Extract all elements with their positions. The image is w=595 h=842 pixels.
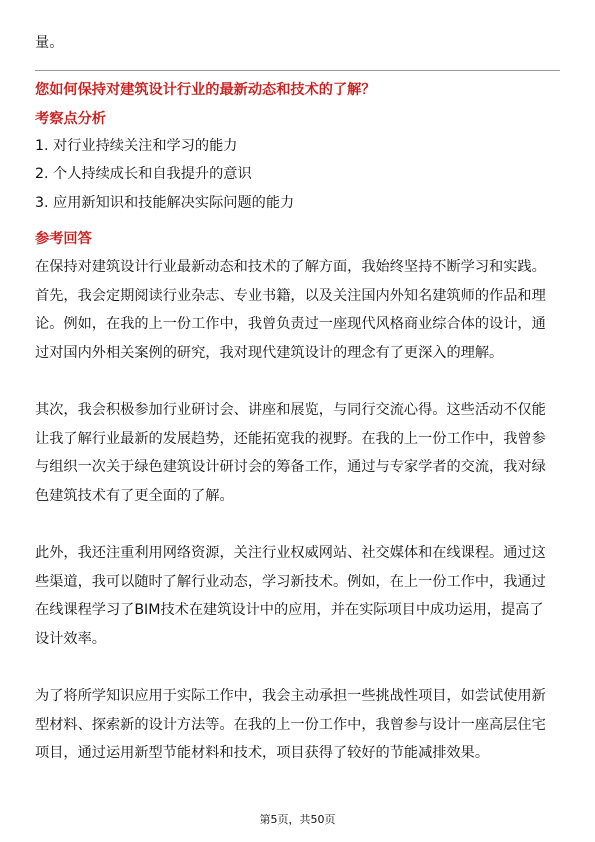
answer-paragraph-line: 项目，通过运用新型节能材料和技术，项目获得了较好的节能减排效果。 xyxy=(35,745,490,761)
page-number-footer: 第5页，共50页 xyxy=(259,813,336,826)
answer-paragraph-line: 设计效率。 xyxy=(35,631,106,647)
answer-paragraph-line: 与组织一次关于绿色建筑设计研讨会的筹备工作，通过与专家学者的交流，我对绿 xyxy=(35,459,546,475)
analysis-item: 3. 应用新知识和技能解决实际问题的能力 xyxy=(35,195,295,211)
answer-heading: 参考回答 xyxy=(35,231,92,247)
answer-paragraph-line: 色建筑技术有了更全面的了解。 xyxy=(35,488,234,504)
answer-paragraph-line: 型材料、探索新的设计方法等。在我的上一份工作中，我曾参与设计一座高层住宅 xyxy=(35,717,546,733)
answer-paragraph-line: 其次，我会积极参加行业研讨会、讲座和展览，与同行交流心得。这些活动不仅能 xyxy=(35,402,546,418)
analysis-heading: 考察点分析 xyxy=(35,111,106,127)
answer-paragraph-line: 在保持对建筑设计行业最新动态和技术的了解方面，我始终坚持不断学习和实践。 xyxy=(35,259,546,275)
answer-paragraph-line: 些渠道，我可以随时了解行业动态，学习新技术。例如，在上一份工作中，我通过 xyxy=(35,574,546,590)
answer-paragraph-line: 过对国内外相关案例的研究，我对现代建筑设计的理念有了更深入的理解。 xyxy=(35,345,504,361)
answer-paragraph-line: 此外，我还注重利用网络资源，关注行业权威网站、社交媒体和在线课程。通过这 xyxy=(35,545,546,561)
question-title: 您如何保持对建筑设计行业的最新动态和技术的了解？ xyxy=(35,82,376,98)
answer-paragraph-line: 让我了解行业最新的发展趋势，还能拓宽我的视野。在我的上一份工作中，我曾参 xyxy=(35,431,546,447)
answer-paragraph-line: 论。例如，在我的上一份工作中，我曾负责过一座现代风格商业综合体的设计，通 xyxy=(35,316,546,332)
previous-answer-tail: 量。 xyxy=(35,35,64,51)
answer-paragraph-line: 在线课程学习了BIM技术在建筑设计中的应用，并在实际项目中成功运用，提高了 xyxy=(35,602,544,618)
answer-paragraph-line: 为了将所学知识应用于实际工作中，我会主动承担一些挑战性项目，如尝试使用新 xyxy=(35,688,546,704)
analysis-item: 1. 对行业持续关注和学习的能力 xyxy=(35,138,238,154)
section-divider xyxy=(35,70,560,71)
answer-paragraph-line: 首先，我会定期阅读行业杂志、专业书籍，以及关注国内外知名建筑师的作品和理 xyxy=(35,288,546,304)
analysis-item: 2. 个人持续成长和自我提升的意识 xyxy=(35,166,252,182)
